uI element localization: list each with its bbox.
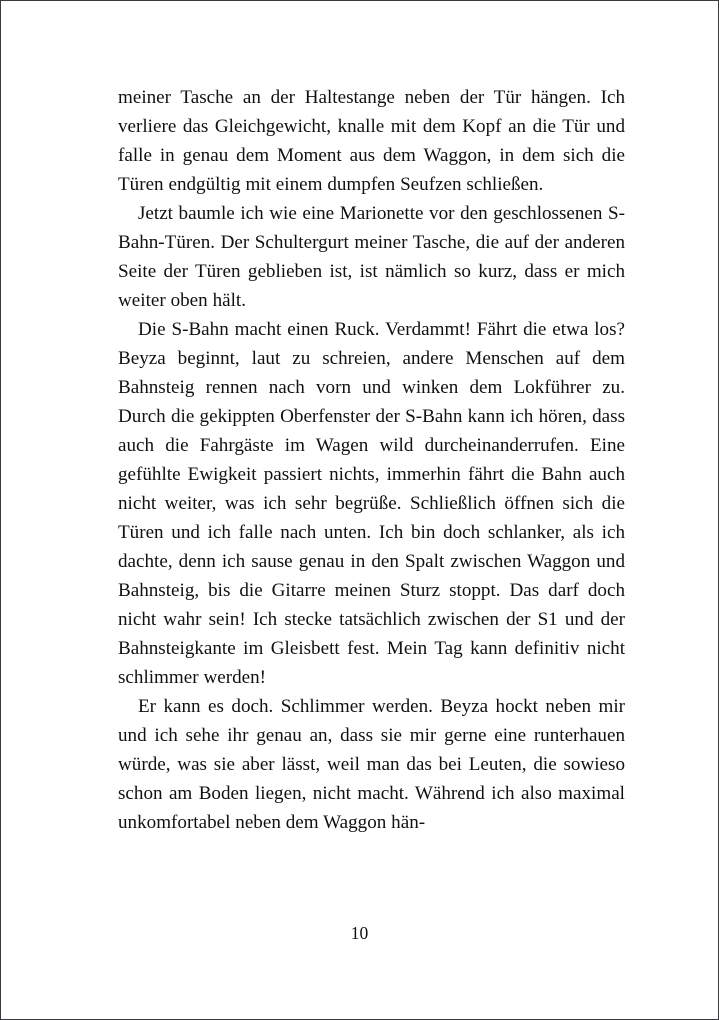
paragraph: Die S-Bahn macht einen Ruck. Verdammt! Fährt die etwa los? Beyza beginnt, laut zu schreien, andere Menschen auf dem Bahnsteig rennen nach vorn und winken dem Lokführer zu. Durch die gekippten Oberfenster der S-Bahn kann ich hören, dass auch die Fahrgäste im Wagen wild durcheinanderrufen. Eine gefühlte Ewigkeit passiert nichts, immerhin fährt die Bahn auch nicht weiter, was ich sehr begrüße. Schließlich öffnen sich die Türen und ich falle nach unten. Ich bin doch schlanker, als ich dachte, denn ich sause genau in den Spalt zwischen Waggon und Bahnsteig, bis die Gitarre meinen Sturz stoppt. Das darf doch nicht wahr sein! Ich stecke tatsächlich zwischen der S1 und der Bahnsteigkante im Gleisbett fest. Mein Tag kann definitiv nicht schlimmer werden!	[118, 319, 625, 688]
paragraph: Er kann es doch. Schlimmer werden. Beyza hockt neben mir und ich sehe ihr genau an, dass sie mir gerne eine runterhauen würde, was sie aber lässt, weil man das bei Leuten, die sowieso schon am Boden liegen, nicht macht. Während ich also maximal unkomfortabel neben dem Waggon hän-	[118, 696, 625, 833]
paragraph: Jetzt baumle ich wie eine Marionette vor den geschlossenen S-Bahn-Türen. Der Schultergurt meiner Tasche, die auf der anderen Seite der Türen geblieben ist, ist nämlich so kurz, dass er mich weiter oben hält.	[118, 203, 625, 311]
page-text-block	[118, 83, 625, 837]
page-number: 10	[350, 923, 369, 943]
paragraph: meiner Tasche an der Haltestange neben der Tür hängen. Ich verliere das Gleichgewicht, knalle mit dem Kopf an die Tür und falle in genau dem Moment aus dem Waggon, in dem sich die Türen endgültig mit einem dumpfen Seufzen schließen.	[118, 87, 625, 195]
